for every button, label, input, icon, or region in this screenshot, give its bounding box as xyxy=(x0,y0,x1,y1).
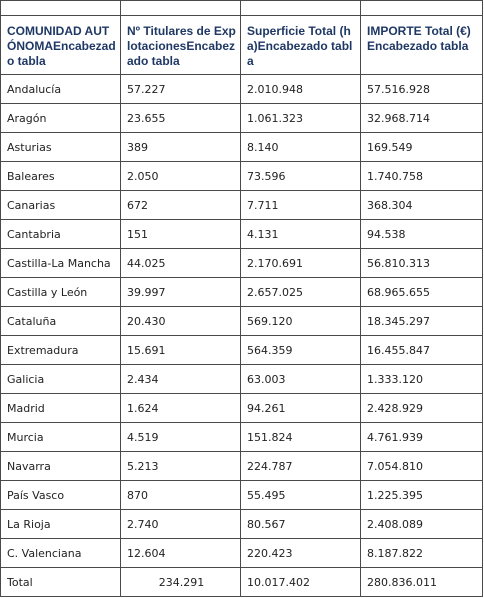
cell-superficie: 2.170.691 xyxy=(241,249,361,278)
cell-titulares: 151 xyxy=(121,220,241,249)
cell-superficie: 4.131 xyxy=(241,220,361,249)
table-row xyxy=(1,394,483,423)
cell-titulares: 23.655 xyxy=(121,104,241,133)
cell-comunidad: Madrid xyxy=(1,394,121,423)
cell-comunidad: C. Valenciana xyxy=(1,539,121,568)
cell-superficie: 2.010.948 xyxy=(241,75,361,104)
cell-titulares: 2.434 xyxy=(121,365,241,394)
cell-superficie: 94.261 xyxy=(241,394,361,423)
empty-top-row xyxy=(1,1,483,16)
cell-importe: 18.345.297 xyxy=(361,307,483,336)
header-importe: IMPORTE Total (€)Encabezado tabla xyxy=(361,16,483,75)
cell-titulares: 389 xyxy=(121,133,241,162)
cell-importe: 2.408.089 xyxy=(361,510,483,539)
cell-importe: 1.225.395 xyxy=(361,481,483,510)
cell-importe: 1.333.120 xyxy=(361,365,483,394)
cell-titulares: 20.430 xyxy=(121,307,241,336)
cell-importe: 1.740.758 xyxy=(361,162,483,191)
cell-superficie: 2.657.025 xyxy=(241,278,361,307)
table-row xyxy=(1,162,483,191)
empty-cell xyxy=(1,1,121,16)
cell-importe: 57.516.928 xyxy=(361,75,483,104)
cell-titulares: 12.604 xyxy=(121,539,241,568)
table-row xyxy=(1,336,483,365)
cell-importe: 4.761.939 xyxy=(361,423,483,452)
cell-superficie: 224.787 xyxy=(241,452,361,481)
cell-comunidad: Castilla-La Mancha xyxy=(1,249,121,278)
empty-cell xyxy=(241,1,361,16)
cell-comunidad: Andalucía xyxy=(1,75,121,104)
cell-comunidad: País Vasco xyxy=(1,481,121,510)
table-row xyxy=(1,278,483,307)
cell-comunidad: Asturias xyxy=(1,133,121,162)
cell-comunidad: Galicia xyxy=(1,365,121,394)
cell-comunidad: Aragón xyxy=(1,104,121,133)
table-row xyxy=(1,249,483,278)
cell-comunidad: Baleares xyxy=(1,162,121,191)
cell-titulares: 870 xyxy=(121,481,241,510)
cell-titulares: 15.691 xyxy=(121,336,241,365)
cell-superficie: 220.423 xyxy=(241,539,361,568)
total-row xyxy=(1,568,483,597)
cell-superficie: 569.120 xyxy=(241,307,361,336)
header-superficie: Superficie Total (ha)Encabezado tabla xyxy=(241,16,361,75)
table-row xyxy=(1,75,483,104)
cell-importe: 7.054.810 xyxy=(361,452,483,481)
table-row xyxy=(1,104,483,133)
table-row xyxy=(1,307,483,336)
table-row xyxy=(1,191,483,220)
cell-comunidad: Navarra xyxy=(1,452,121,481)
total-importe: 280.836.011 xyxy=(361,568,483,597)
cell-titulares: 2.740 xyxy=(121,510,241,539)
cell-importe: 368.304 xyxy=(361,191,483,220)
cell-importe: 16.455.847 xyxy=(361,336,483,365)
cell-importe: 2.428.929 xyxy=(361,394,483,423)
cell-titulares: 2.050 xyxy=(121,162,241,191)
cell-superficie: 8.140 xyxy=(241,133,361,162)
table-row xyxy=(1,220,483,249)
table-header-row xyxy=(1,16,483,75)
cell-comunidad: Canarias xyxy=(1,191,121,220)
cell-superficie: 63.003 xyxy=(241,365,361,394)
cell-comunidad: La Rioja xyxy=(1,510,121,539)
cell-comunidad: Murcia xyxy=(1,423,121,452)
total-superficie: 10.017.402 xyxy=(241,568,361,597)
cell-importe: 8.187.822 xyxy=(361,539,483,568)
cell-superficie: 7.711 xyxy=(241,191,361,220)
cell-superficie: 151.824 xyxy=(241,423,361,452)
cell-titulares: 57.227 xyxy=(121,75,241,104)
table-row xyxy=(1,423,483,452)
cell-superficie: 73.596 xyxy=(241,162,361,191)
table-row xyxy=(1,452,483,481)
empty-cell xyxy=(121,1,241,16)
cell-comunidad: Castilla y León xyxy=(1,278,121,307)
cell-importe: 169.549 xyxy=(361,133,483,162)
cell-superficie: 564.359 xyxy=(241,336,361,365)
cell-comunidad: Extremadura xyxy=(1,336,121,365)
header-comunidad: COMUNIDAD AUTÓNOMAEncabezado tabla xyxy=(1,16,121,75)
header-titulares: Nº Titulares de ExplotacionesEncabezado tabla xyxy=(121,16,241,75)
cell-superficie: 55.495 xyxy=(241,481,361,510)
cell-titulares: 39.997 xyxy=(121,278,241,307)
cell-titulares: 672 xyxy=(121,191,241,220)
cell-importe: 32.968.714 xyxy=(361,104,483,133)
cell-superficie: 80.567 xyxy=(241,510,361,539)
table-row xyxy=(1,365,483,394)
cell-titulares: 4.519 xyxy=(121,423,241,452)
cell-comunidad: Cantabria xyxy=(1,220,121,249)
empty-cell xyxy=(361,1,483,16)
table-row xyxy=(1,539,483,568)
total-label: Total xyxy=(1,568,121,597)
table-row xyxy=(1,481,483,510)
table-row xyxy=(1,133,483,162)
cell-titulares: 44.025 xyxy=(121,249,241,278)
cell-importe: 56.810.313 xyxy=(361,249,483,278)
cell-superficie: 1.061.323 xyxy=(241,104,361,133)
cell-titulares: 1.624 xyxy=(121,394,241,423)
cell-importe: 68.965.655 xyxy=(361,278,483,307)
cell-titulares: 5.213 xyxy=(121,452,241,481)
cell-comunidad: Cataluña xyxy=(1,307,121,336)
cell-importe: 94.538 xyxy=(361,220,483,249)
table-row xyxy=(1,510,483,539)
total-titulares: 234.291 xyxy=(121,568,241,597)
